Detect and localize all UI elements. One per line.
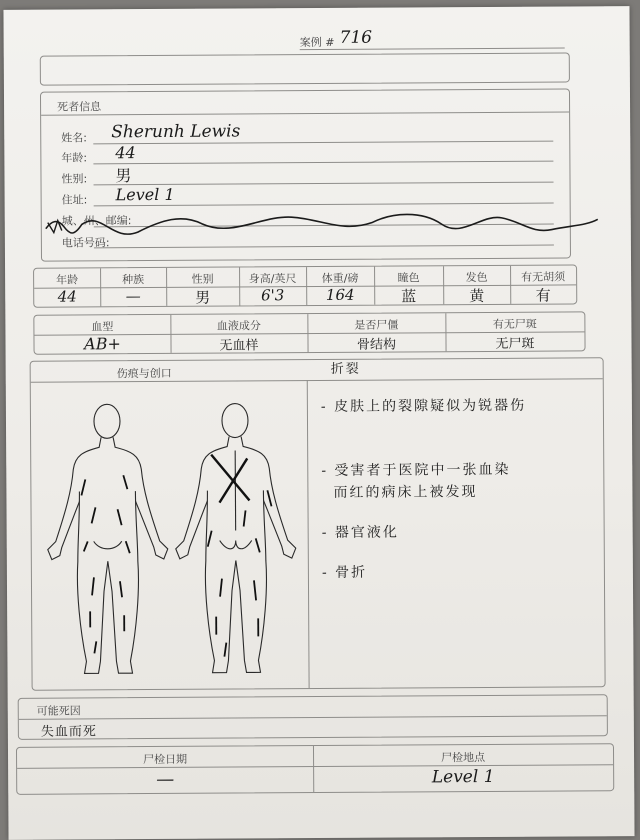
- deceased-info-box: [40, 88, 571, 261]
- value-race[interactable]: —: [125, 287, 141, 306]
- autopsy-form-sheet: [3, 6, 634, 840]
- sex-label: 性别:: [61, 172, 88, 186]
- case-number-value[interactable]: 716: [339, 27, 373, 48]
- phone-label: 电话号码:: [61, 236, 110, 250]
- body-diagram: [35, 390, 305, 682]
- cause-of-death-label: 可能死因: [36, 704, 81, 718]
- deceased-info-divider: [41, 111, 569, 115]
- header-beard: 有无胡须: [521, 270, 566, 284]
- autopsy-location-value[interactable]: Level 1: [431, 766, 495, 788]
- injuries-title: 伤痕与创口: [116, 366, 172, 381]
- injury-header-note[interactable]: 折裂: [330, 361, 361, 377]
- scribble-mark: [42, 199, 602, 252]
- autopsy-location-label: 尸检地点: [441, 750, 486, 765]
- value-livor-mortis[interactable]: 无尸斑: [495, 336, 535, 352]
- age-label: 年龄:: [61, 151, 88, 165]
- header-blood-type: 血型: [91, 320, 114, 334]
- injury-note-1[interactable]: - 皮肤上的裂隙疑似为锐器伤: [320, 397, 527, 415]
- cause-of-death-box: [18, 694, 608, 740]
- header-age: 年龄: [56, 273, 79, 287]
- cause-of-death-value[interactable]: 失血而死: [40, 724, 97, 740]
- case-number-underline: [300, 47, 565, 50]
- injury-note-2[interactable]: - 受害者于医院中一张血染: [321, 461, 511, 479]
- header-rigor-mortis: 是否尸僵: [354, 318, 399, 332]
- physical-table: [33, 264, 577, 307]
- age-line: [93, 161, 553, 165]
- age-value[interactable]: 44: [115, 143, 136, 163]
- autopsy-box: [16, 743, 614, 795]
- header-livor-mortis: 有无尸斑: [492, 317, 537, 331]
- injury-note-3[interactable]: 而红的病床上被发现: [333, 484, 478, 501]
- injuries-column-divider: [307, 380, 310, 688]
- header-sex: 性别: [191, 272, 214, 286]
- blood-table: [33, 311, 585, 354]
- injury-note-4[interactable]: - 器官液化: [321, 524, 399, 541]
- header-hair-color: 发色: [465, 270, 488, 285]
- header-height: 身高/英尺: [248, 272, 297, 286]
- value-blood-type[interactable]: AB+: [84, 334, 121, 354]
- value-hair-color[interactable]: 黄: [469, 286, 485, 306]
- name-label: 姓名:: [61, 131, 88, 145]
- value-age[interactable]: 44: [57, 287, 77, 306]
- value-eye-color[interactable]: 蓝: [401, 287, 417, 306]
- autopsy-date-value[interactable]: —: [156, 768, 175, 791]
- injury-note-5[interactable]: - 骨折: [321, 564, 368, 581]
- value-blood-composition[interactable]: 无血样: [219, 338, 259, 354]
- case-number-label: 案例 #: [299, 35, 335, 50]
- value-height[interactable]: 6'3: [261, 286, 285, 305]
- body-front-outline: [47, 404, 169, 674]
- city-label: 城、州、邮编:: [61, 214, 132, 228]
- value-beard[interactable]: 有: [535, 286, 551, 305]
- cause-divider: [19, 715, 607, 720]
- header-eye-color: 瞳色: [397, 271, 420, 285]
- header-weight: 体重/磅: [321, 271, 359, 285]
- header-race: 种族: [122, 273, 145, 287]
- header-blood-composition: 血液成分: [216, 319, 261, 333]
- name-value[interactable]: Sherunh Lewis: [111, 121, 241, 143]
- autopsy-date-label: 尸检日期: [143, 752, 188, 767]
- deceased-info-title: 死者信息: [57, 100, 102, 114]
- address-value[interactable]: Level 1: [115, 184, 175, 205]
- value-sex[interactable]: 男: [195, 288, 211, 307]
- wound-marks: [81, 454, 272, 657]
- address-label: 住址:: [61, 193, 88, 207]
- header-blank-box[interactable]: [40, 52, 570, 85]
- sex-value[interactable]: 男: [115, 166, 132, 186]
- injuries-box: [30, 357, 606, 691]
- value-rigor-mortis[interactable]: 骨结构: [356, 337, 397, 353]
- body-back-outline: [175, 403, 297, 673]
- value-weight[interactable]: 164: [325, 285, 355, 304]
